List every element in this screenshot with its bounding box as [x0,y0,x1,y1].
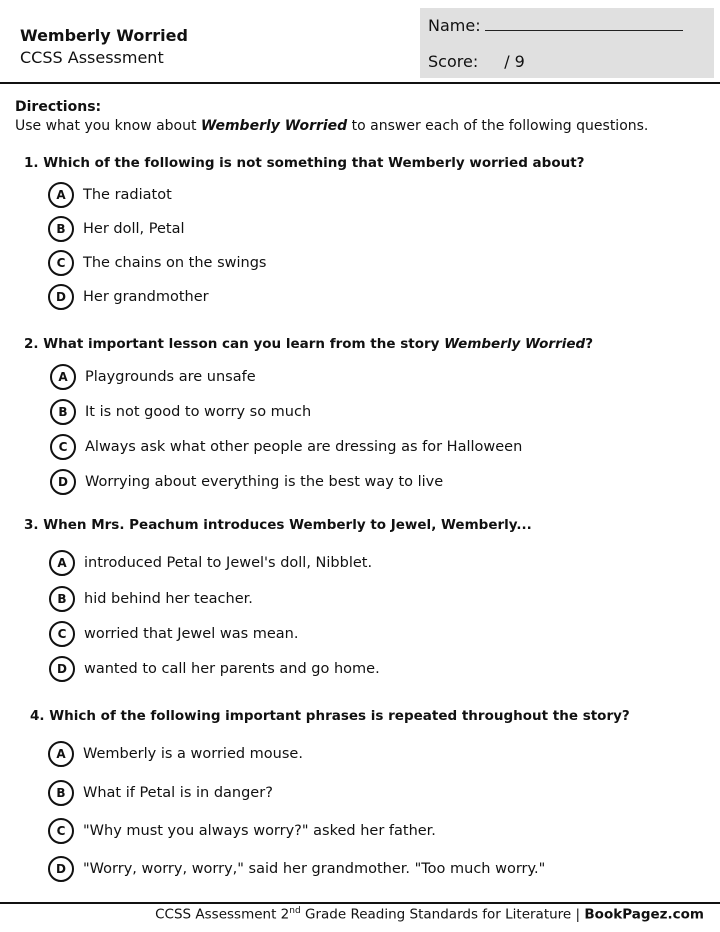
name-row [428,16,683,35]
option-letter-badge: A [50,364,76,390]
name-score-box [420,8,714,78]
directions [15,98,648,136]
question-2-text-before: 2. What important lesson can you learn from the story [24,336,445,352]
option-letter-badge: D [48,284,74,310]
answer-option[interactable] [49,585,253,613]
option-letter-badge: C [48,250,74,276]
option-text: hid behind her teacher. [84,591,253,607]
worksheet-subtitle: CCSS Assessment [20,48,164,67]
option-text: Her doll, Petal [83,221,185,237]
option-letter-badge: C [48,818,74,844]
option-text: Worrying about everything is the best way to live [85,474,444,490]
option-letter-badge: A [48,182,74,208]
option-text: Always ask what other people are dressing as for Halloween [85,439,523,455]
question-4: 4. Which of the following important phrases is repeated throughout the story? [30,708,630,724]
answer-option[interactable] [50,433,522,461]
footer [155,906,704,923]
footer-text-before: CCSS Assessment 2 [155,906,290,923]
footer-separator: | [575,906,581,923]
option-text: The radiatot [83,187,172,203]
worksheet-header [20,26,188,67]
answer-option[interactable] [48,779,273,807]
directions-text-after: to answer each of the following questions. [347,118,649,134]
option-letter-badge: B [48,780,74,806]
option-text: introduced Petal to Jewel's doll, Nibblet. [84,555,373,571]
score-row [428,52,525,71]
option-letter-badge: A [48,741,74,767]
answer-option[interactable] [48,249,266,277]
option-text: Wemberly is a worried mouse. [83,746,303,762]
answer-option[interactable] [48,215,185,243]
directions-text-before: Use what you know about [15,118,201,134]
directions-text [15,117,648,136]
directions-book-title: Wemberly Worried [200,118,348,134]
worksheet-title: Wemberly Worried [20,26,188,45]
directions-label: Directions: [15,99,102,115]
footer-superscript: nd [289,906,301,916]
option-text: worried that Jewel was mean. [84,626,299,642]
answer-option[interactable] [49,549,372,577]
answer-option[interactable] [50,398,311,426]
name-label: Name: [428,16,481,35]
question-2 [24,336,593,352]
option-text: "Worry, worry, worry," said her grandmother. "Too much worry." [83,861,546,877]
score-total: / 9 [504,52,525,71]
question-2-book-title: Wemberly Worried [444,336,586,352]
answer-option[interactable] [49,655,380,683]
answer-option[interactable] [50,363,256,391]
option-letter-badge: D [48,856,74,882]
option-text: "Why must you always worry?" asked her father. [83,823,436,839]
question-1: 1. Which of the following is not something that Wemberly worried about? [24,155,585,171]
option-text: Playgrounds are unsafe [85,369,256,385]
option-letter-badge: A [49,550,75,576]
answer-option[interactable] [48,855,545,883]
answer-option[interactable] [48,740,303,768]
option-text: It is not good to worry so much [85,404,312,420]
option-text: The chains on the swings [83,255,267,271]
answer-option[interactable] [50,468,443,496]
answer-option[interactable] [49,620,298,648]
option-letter-badge: B [49,586,75,612]
answer-option[interactable] [48,283,209,311]
question-2-text-after: ? [585,336,594,352]
answer-option[interactable] [48,817,436,845]
option-text: What if Petal is in danger? [83,785,273,801]
option-letter-badge: C [49,621,75,647]
option-text: wanted to call her parents and go home. [84,661,380,677]
name-field[interactable] [485,16,683,31]
option-letter-badge: B [48,216,74,242]
option-letter-badge: C [50,434,76,460]
question-3: 3. When Mrs. Peachum introduces Wemberly to Jewel, Wemberly... [24,517,532,533]
header-divider [0,82,720,84]
footer-divider [0,902,720,904]
option-letter-badge: D [49,656,75,682]
option-letter-badge: B [50,399,76,425]
footer-brand: BookPagez.com [584,906,704,923]
answer-option[interactable] [48,181,172,209]
score-label: Score: [428,52,479,71]
option-text: Her grandmother [83,289,209,305]
option-letter-badge: D [50,469,76,495]
footer-text-after: Grade Reading Standards for Literature [300,906,572,923]
